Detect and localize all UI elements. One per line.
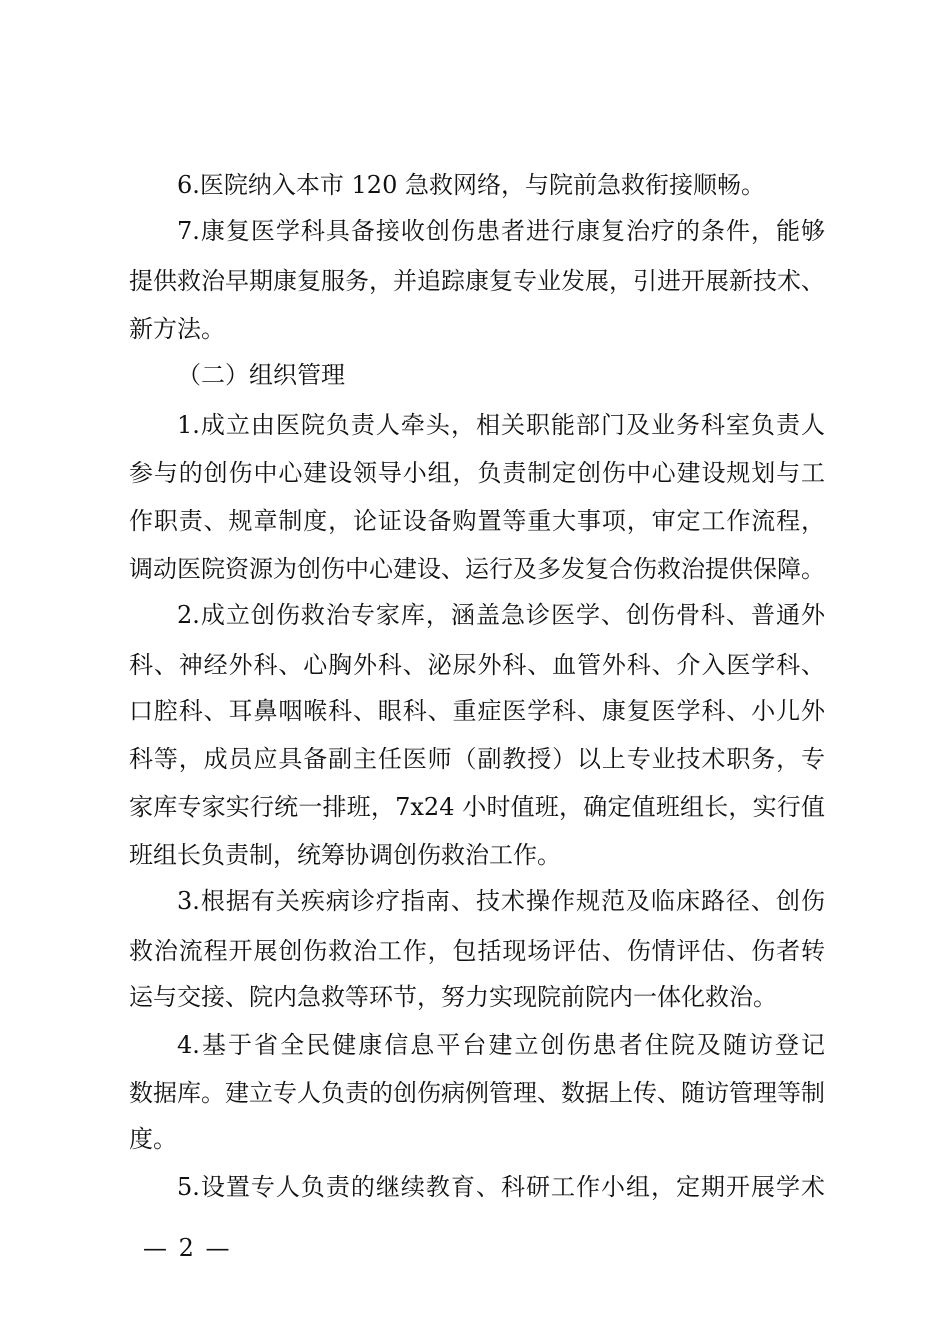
- paragraph-org-1-line-3: 作职责、规章制度，论证设备购置等重大事项，审定工作流程，: [129, 507, 825, 535]
- paragraph-org-2-line-3: 口腔科、耳鼻咽喉科、眼科、重症医学科、康复医学科、小儿外: [129, 697, 825, 725]
- paragraph-org-2-line-6: 班组长负责制，统筹协调创伤救治工作。: [129, 841, 561, 869]
- paragraph-org-1-line-1: 1.成立由医院负责人牵头，相关职能部门及业务科室负责人: [177, 411, 825, 439]
- paragraph-7-line-3: 新方法。: [129, 315, 225, 343]
- page-number: — 2 —: [143, 1234, 232, 1262]
- section-heading: （二）组织管理: [177, 361, 345, 389]
- paragraph-org-1-line-4: 调动医院资源为创伤中心建设、运行及多发复合伤救治提供保障。: [129, 555, 825, 583]
- paragraph-org-3-line-2: 救治流程开展创伤救治工作，包括现场评估、伤情评估、伤者转: [129, 937, 825, 965]
- paragraph-7-line-2: 提供救治早期康复服务，并追踪康复专业发展，引进开展新技术、: [129, 267, 825, 295]
- paragraph-org-2-line-5: 家库专家实行统一排班，7x24 小时值班，确定值班组长，实行值: [129, 793, 825, 821]
- paragraph-org-5-line-1: 5.设置专人负责的继续教育、科研工作小组，定期开展学术: [177, 1173, 825, 1201]
- paragraph-7-line-1: 7.康复医学科具备接收创伤患者进行康复治疗的条件，能够: [177, 217, 825, 245]
- paragraph-org-2-line-1: 2.成立创伤救治专家库，涵盖急诊医学、创伤骨科、普通外: [177, 601, 825, 629]
- paragraph-org-1-line-2: 参与的创伤中心建设领导小组，负责制定创伤中心建设规划与工: [129, 459, 825, 487]
- paragraph-org-3-line-1: 3.根据有关疾病诊疗指南、技术操作规范及临床路径、创伤: [177, 887, 825, 915]
- paragraph-org-4-line-2: 数据库。建立专人负责的创伤病例管理、数据上传、随访管理等制: [129, 1079, 825, 1107]
- paragraph-org-2-line-2: 科、神经外科、心胸外科、泌尿外科、血管外科、介入医学科、: [129, 651, 825, 679]
- paragraph-org-2-line-4: 科等，成员应具备副主任医师（副教授）以上专业技术职务，专: [129, 745, 825, 773]
- paragraph-org-4-line-3: 度。: [129, 1125, 177, 1153]
- paragraph-org-4-line-1: 4.基于省全民健康信息平台建立创伤患者住院及随访登记: [177, 1031, 825, 1059]
- paragraph-org-3-line-3: 运与交接、院内急救等环节，努力实现院前院内一体化救治。: [129, 983, 777, 1011]
- paragraph-6-line-1: 6.医院纳入本市 120 急救网络，与院前急救衔接顺畅。: [177, 171, 765, 199]
